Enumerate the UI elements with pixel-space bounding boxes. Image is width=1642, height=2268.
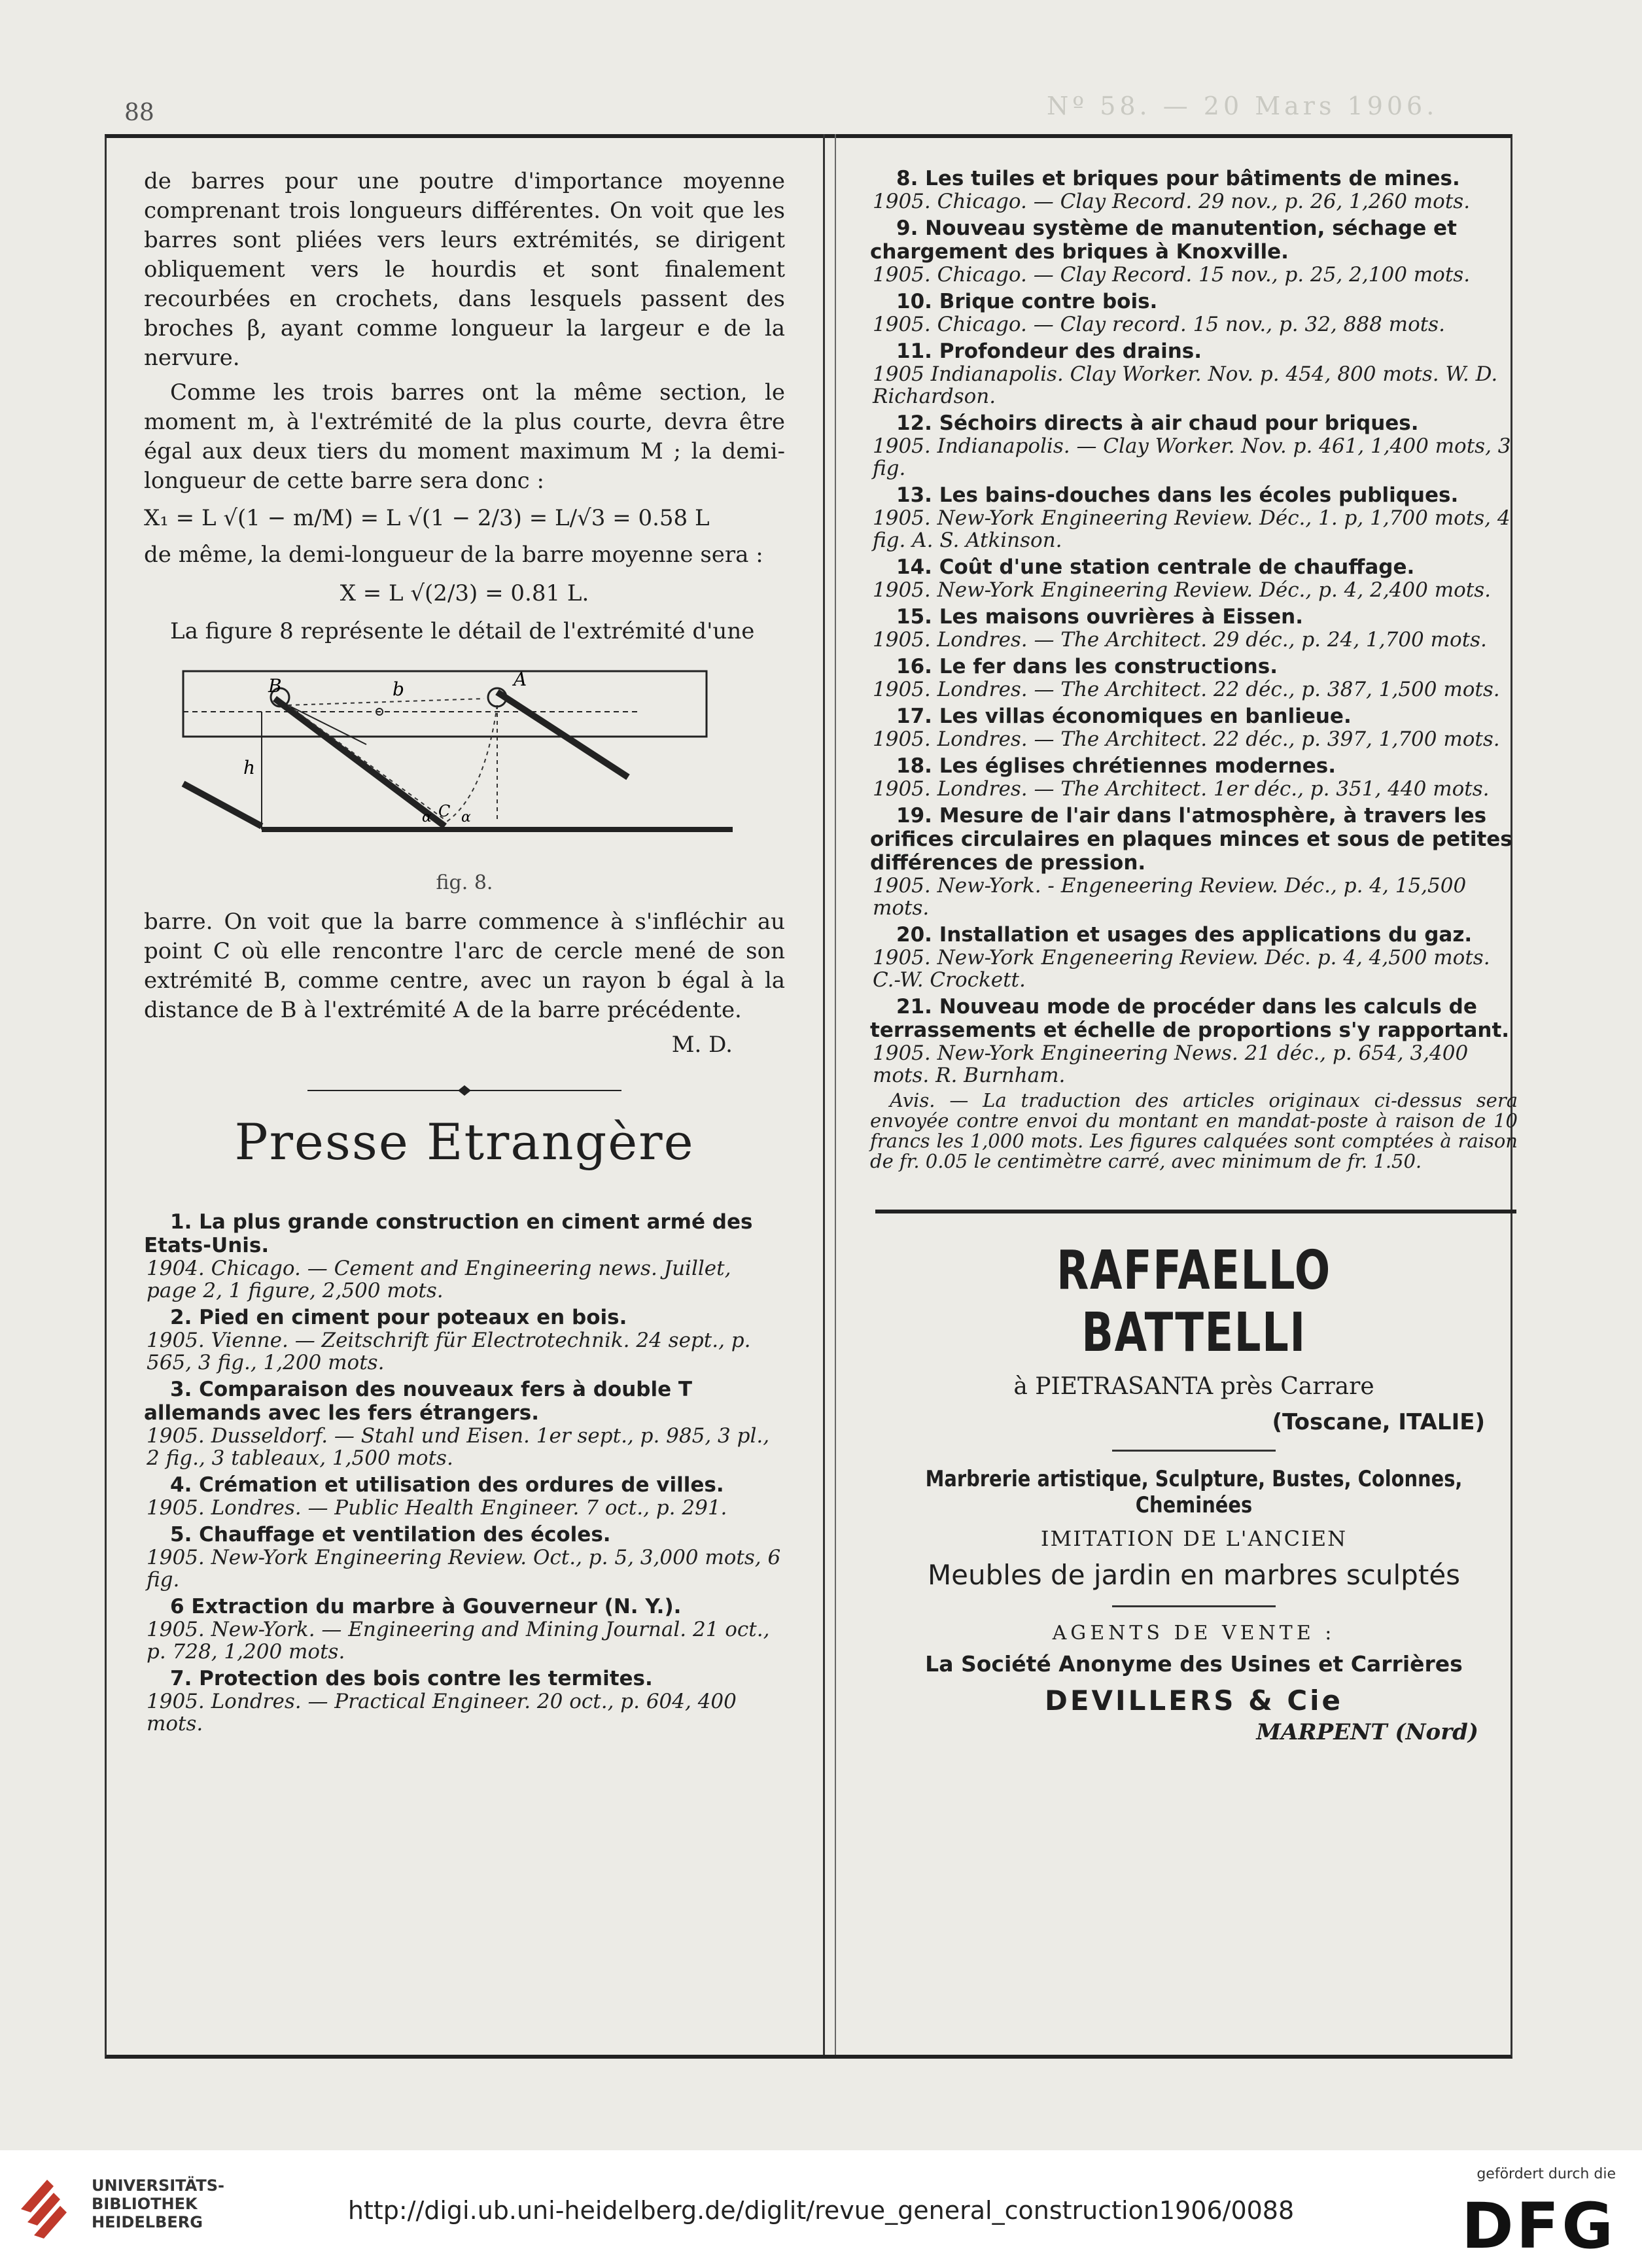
press-entry-ref: 1905. Dusseldorf. — Stahl und Eisen. 1er sept., p. 985, 3 pl., 2 fig., 3 tableaux, 1,500 mots. <box>147 1424 770 1470</box>
press-entry-ref: 1905. Londres. — The Architect. 22 déc., p. 387, 1,500 mots. <box>873 678 1500 701</box>
article-paragraph-3: de même, la demi-longueur de la barre moyenne sera : <box>144 542 763 568</box>
press-entry-ref: 1905. Indianapolis. — Clay Worker. Nov. p. 461, 1,400 mots, 3 fig. <box>873 434 1511 480</box>
formula-x: X = L √(2/3) = 0.81 L. <box>340 580 589 606</box>
press-entry-ref: 1905. Chicago. — Clay record. 15 nov., p. 32, 888 mots. <box>873 313 1445 336</box>
press-entry-title: 11. Profondeur des drains. <box>896 340 1202 363</box>
press-entry-title: 7. Protection des bois contre les termites. <box>170 1667 653 1690</box>
press-entry-ref: 1905. Londres. — Public Health Engineer. 7 oct., p. 291. <box>147 1496 727 1520</box>
section-ornament <box>144 1084 785 1100</box>
press-entry-title: 16. Le fer dans les constructions. <box>896 655 1278 678</box>
press-entry-11 <box>870 340 1518 408</box>
translation-notice: Avis. — La traduction des articles originaux ci-dessus sera envoyée contre envoi du montant en mandat-poste à raison de 10 francs les 1,000 mots. Les figures calquées sont comptées à raison de fr. 0.05 le centimètre carré, avec minimum de fr. 1.50. <box>870 1089 1518 1172</box>
dfg-logo: DFG <box>1461 2189 1616 2263</box>
figure-8 <box>170 666 759 865</box>
press-entry-ref: 1905. Vienne. — Zeitschrift für Electrotechnik. 24 sept., p. 565, 3 fig., 1,200 mots. <box>147 1329 751 1374</box>
figure-label-a-point: A <box>514 669 527 690</box>
press-entry-ref: 1905. New-York. — Engineering and Mining Journal. 21 oct., p. 728, 1,200 mots. <box>147 1618 770 1664</box>
article-paragraph-4: La figure 8 représente le détail de l'extrémité d'une <box>170 618 755 644</box>
ad-products: Marbrerie artistique, Sculpture, Bustes, Colonnes, Cheminées <box>925 1466 1463 1518</box>
press-entry-19 <box>870 804 1518 919</box>
ad-marpent: MARPENT (Nord) <box>1256 1719 1478 1745</box>
ad-company-name: RAFFAELLO BATTELLI <box>1057 1240 1331 1364</box>
press-entry-ref: 1905. New-York Engineering Review. Oct., p. 5, 3,000 mots, 6 fig. <box>147 1546 781 1592</box>
column-divider-inner <box>835 134 836 2055</box>
ad-region: (Toscane, ITALIE) <box>1272 1409 1485 1435</box>
press-entry-title: 4. Crémation et utilisation des ordures de villes. <box>170 1473 724 1497</box>
column-divider <box>823 134 825 2055</box>
ad-location: à PIETRASANTA près Carrare <box>1013 1373 1374 1400</box>
press-entry-title: 5. Chauffage et ventilation des écoles. <box>170 1523 611 1546</box>
press-entry-ref: 1905. Londres. — Practical Engineer. 20 oct., p. 604, 400 mots. <box>147 1690 737 1736</box>
press-entry-2 <box>144 1306 785 1374</box>
article-paragraph-5: barre. On voit que la barre commence à s'infléchir au point C où elle rencontre l'arc de cercle mené de son extrémité B, comme centre, avec un rayon b égal à la distance de B à l'extrémité A de la barre précédente. <box>144 909 785 1023</box>
figure-8-drawing <box>170 666 759 862</box>
press-list-left <box>144 1210 785 1735</box>
press-entry-ref: 1904. Chicago. — Cement and Engineering news. Juillet, page 2, 1 figure, 2,500 mots. <box>147 1257 731 1302</box>
press-entry-18 <box>870 754 1518 800</box>
ad-imitation: IMITATION DE L'ANCIEN <box>1040 1526 1348 1551</box>
press-entry-title: 20. Installation et usages des applications du gaz. <box>896 923 1473 947</box>
press-entry-ref: 1905 Indianapolis. Clay Worker. Nov. p. 454, 800 mots. W. D. Richardson. <box>873 362 1498 408</box>
press-entry-3 <box>144 1378 785 1469</box>
press-entry-ref: 1905. New-York Engineering News. 21 déc., p. 654, 3,400 mots. R. Burnham. <box>873 1041 1469 1087</box>
library-name-line: HEIDELBERG <box>92 2213 203 2231</box>
press-entry-ref: 1905. Londres. — The Architect. 29 déc., p. 24, 1,700 mots. <box>873 628 1487 652</box>
figure-label-b-point: B <box>268 675 282 697</box>
library-name-line: BIBLIOTHEK <box>92 2195 198 2213</box>
press-entry-title: 13. Les bains-douches dans les écoles publiques. <box>896 483 1459 507</box>
left-column <box>144 167 785 1739</box>
press-entry-title: 2. Pied en ciment pour poteaux en bois. <box>170 1306 627 1329</box>
figure-label-alpha-1: α <box>422 809 432 826</box>
article-paragraph-2: Comme les trois barres ont la même section, le moment m, à l'extrémité de la plus courte, devra être égal aux deux tiers du moment maximum M ; la demi-longueur de cette barre sera donc : <box>144 379 785 494</box>
library-name-line: UNIVERSITÄTS- <box>92 2176 225 2195</box>
press-entry-12 <box>870 411 1518 480</box>
press-entry-7 <box>144 1667 785 1735</box>
press-entry-title: 14. Coût d'une station centrale de chauffage. <box>896 555 1415 579</box>
press-entry-title: 1. La plus grande construction en ciment armé des Etats-Unis. <box>144 1210 753 1257</box>
press-entry-title: 8. Les tuiles et briques pour bâtiments de mines. <box>896 167 1460 190</box>
figure-label-b: b <box>393 678 404 700</box>
press-entry-6 <box>144 1595 785 1663</box>
press-entry-10 <box>870 290 1518 336</box>
figure-caption: fig. 8. <box>436 871 493 894</box>
press-entry-title: 6 Extraction du marbre à Gouverneur (N. Y.). <box>170 1595 682 1618</box>
press-entry-title: 15. Les maisons ouvrières à Eissen. <box>896 605 1303 629</box>
press-entry-title: 12. Séchoirs directs à air chaud pour briques. <box>896 411 1419 435</box>
advertisement-rule <box>875 1210 1516 1213</box>
press-entry-1 <box>144 1210 785 1302</box>
ad-divider <box>1112 1605 1276 1607</box>
ad-society: La Société Anonyme des Usines et Carrières <box>925 1651 1463 1677</box>
digitization-footer <box>0 2150 1642 2268</box>
press-entry-14 <box>870 555 1518 601</box>
right-column <box>870 167 1518 1745</box>
figure-label-c: C <box>438 802 451 820</box>
press-entry-ref: 1905. New-York Engineering Review. Déc., 1. p, 1,700 mots, 4 fig. A. S. Atkinson. <box>873 506 1511 552</box>
press-entry-4 <box>144 1473 785 1519</box>
ad-devillers: DEVILLERS & Cie <box>1044 1684 1344 1717</box>
press-entry-15 <box>870 605 1518 651</box>
press-entry-17 <box>870 705 1518 750</box>
press-entry-ref: 1905. Londres. — The Architect. 22 déc., p. 397, 1,700 mots. <box>873 727 1500 751</box>
press-entry-ref: 1905. Londres. — The Architect. 1er déc., p. 351, 440 mots. <box>873 777 1490 801</box>
advertisement <box>870 1240 1518 1745</box>
press-entry-title: 21. Nouveau mode de procéder dans les calculs de terrassements et échelle de proportions s'y rapportant. <box>870 995 1510 1042</box>
press-entry-ref: 1905. New-York. - Engeneering Review. Déc., p. 4, 15,500 mots. <box>873 874 1467 920</box>
ad-sales-agents: AGENTS DE VENTE : <box>1052 1622 1336 1645</box>
figure-label-alpha-2: α <box>461 809 471 826</box>
funded-by-text: gefördert durch die <box>1476 2166 1616 2182</box>
press-entry-title: 10. Brique contre bois. <box>896 290 1158 313</box>
press-entry-16 <box>870 655 1518 701</box>
page-number: 88 <box>124 99 154 126</box>
ad-divider <box>1112 1450 1276 1452</box>
source-url-link[interactable]: http://digi.ub.uni-heidelberg.de/diglit/revue_general_construction1906/0088 <box>347 2196 1295 2225</box>
press-entry-5 <box>144 1523 785 1591</box>
press-list-right <box>870 167 1518 1087</box>
press-entry-title: 18. Les églises chrétiennes modernes. <box>896 754 1336 778</box>
press-entry-title: 3. Comparaison des nouveaux fers à double T allemands avec les fers étrangers. <box>144 1378 693 1425</box>
press-entry-ref: 1905. New-York Engineering Review. Déc., p. 4, 2,400 mots. <box>873 578 1491 602</box>
press-entry-title: 17. Les villas économiques en banlieue. <box>896 705 1352 728</box>
running-head: Nº 58. — 20 Mars 1906. <box>1047 92 1439 120</box>
press-entry-ref: 1905. Chicago. — Clay Record. 29 nov., p. 26, 1,260 mots. <box>873 190 1471 213</box>
press-entry-9 <box>870 217 1518 286</box>
press-entry-ref: 1905. New-York Engeneering Review. Déc. p. 4, 4,500 mots. C.-W. Crockett. <box>873 946 1490 992</box>
ad-garden-furniture: Meubles de jardin en marbres sculptés <box>927 1559 1461 1591</box>
figure-label-h: h <box>243 757 256 778</box>
author-signature: M. D. <box>671 1032 733 1058</box>
press-entry-title: 19. Mesure de l'air dans l'atmosphère, à travers les orifices circulaires en plaques minces et sous de petites différences de pression. <box>870 804 1512 875</box>
press-entry-8 <box>870 167 1518 213</box>
press-entry-21 <box>870 995 1518 1087</box>
press-entry-ref: 1905. Chicago. — Clay Record. 15 nov., p. 25, 2,100 mots. <box>873 263 1471 287</box>
press-entry-13 <box>870 483 1518 551</box>
formula-x1: X₁ = L √(1 − m/M) = L √(1 − 2/3) = L/√3 = 0.58 L <box>144 505 710 531</box>
press-entry-title: 9. Nouveau système de manutention, séchage et chargement des briques à Knoxville. <box>870 217 1457 264</box>
press-entry-20 <box>870 923 1518 991</box>
ornament-rule <box>307 1084 621 1097</box>
article-paragraph-1: de barres pour une poutre d'importance moyenne comprenant trois longueurs différentes. On voit que les barres sont pliées vers leurs extrémités, se dirigent obliquement vers le hourdis et sont finalement recourbées en crochets, dans lesquels passent des broches β, ayant comme longueur la largeur e de la nervure. <box>144 168 785 371</box>
section-title: Presse Etrangère <box>234 1113 695 1171</box>
